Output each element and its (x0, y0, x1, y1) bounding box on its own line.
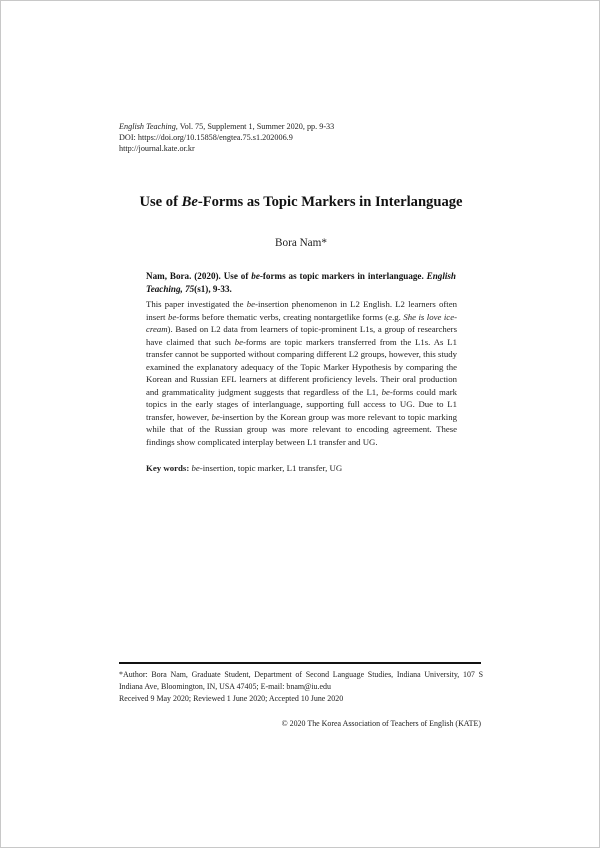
keywords-list: -insertion, topic marker, L1 transfer, UG (199, 463, 343, 473)
abstract-italic: be (211, 411, 220, 422)
abstract (146, 298, 457, 449)
abstract-italic: be (234, 336, 243, 347)
doi-line: DOI: https://doi.org/10.15858/engtea.75.s1.202006.9 (119, 132, 293, 142)
citation-part: Nam, Bora. (2020). Use of (146, 271, 252, 281)
abstract-italic: She is love ice-cream (146, 311, 457, 335)
footnote-divider (119, 662, 481, 664)
volume-info: , Vol. 75, Supplement 1, Summer 2020, pp. 9-33 (175, 122, 335, 131)
keywords-italic: be (191, 463, 200, 473)
citation-part: -forms as topic markers in interlanguage. (259, 271, 427, 281)
abstract-italic: be (381, 386, 390, 397)
received-dates: Received 9 May 2020; Reviewed 1 June 2020; Accepted 10 June 2020 (119, 694, 344, 703)
title-italic: Be (181, 194, 198, 210)
citation (146, 270, 456, 295)
abstract-text: -insertion by the Korean group was more relevant to topic marking while that of the Russian group was more relevant to encoding agreement. These findings show complicated interplay between L1 transfer and UG. (146, 411, 457, 448)
citation-part: (s1), 9-33. (194, 283, 232, 294)
journal-url: http://journal.kate.or.kr (119, 143, 195, 153)
abstract-text: This paper investigated the (146, 299, 247, 309)
abstract-text: -forms before thematic verbs, creating nontargetlike forms (e.g. (176, 311, 404, 322)
citation-journal: English Teaching, 75 (146, 271, 456, 294)
abstract-text: -insertion phenomenon in L2 English. L2 learners often insert (146, 299, 457, 322)
abstract-text: ). Based on L2 data from learners of topic-prominent L1s, a group of researchers have claimed that such (146, 324, 457, 347)
author-footnote: *Author: Bora Nam, Graduate Student, Department of Second Language Studies, Indiana University, 107 S Indiana Ave, Bloomington, IN, USA 47405; E-mail: bnam@iu.edu (119, 670, 483, 691)
journal-citation-line (119, 122, 334, 133)
keywords-label: Key words: (146, 463, 190, 473)
abstract-italic: be (246, 299, 256, 309)
author-name: Bora Nam* (275, 237, 327, 249)
journal-header (119, 122, 334, 154)
abstract-text: -forms could mark topics in the early stages of interlanguage, supporting full access to UG. Due to L1 transfer, however, (146, 386, 457, 422)
title-suffix: -Forms as Topic Markers in Interlanguage (197, 194, 463, 210)
copyright-line: © 2020 The Korea Association of Teachers of English (KATE) (281, 719, 481, 728)
title-prefix: Use of (139, 194, 182, 210)
abstract-italic: be (167, 311, 177, 322)
citation-italic: be (251, 271, 260, 281)
abstract-text: -forms are topic markers transferred from the L1s. As L1 transfer cannot be supported without comparing different L2 groups, however, this study examined the explanatory adequacy of the Topic Marker Hypothesis by comparing the Korean and Russian EFL learners at different proficiency levels. Their oral production and grammaticality judgment suggests that regardless of the L1, (146, 336, 457, 397)
keywords (146, 463, 457, 473)
journal-name: English Teaching (119, 122, 176, 131)
paper-title (1, 194, 600, 211)
